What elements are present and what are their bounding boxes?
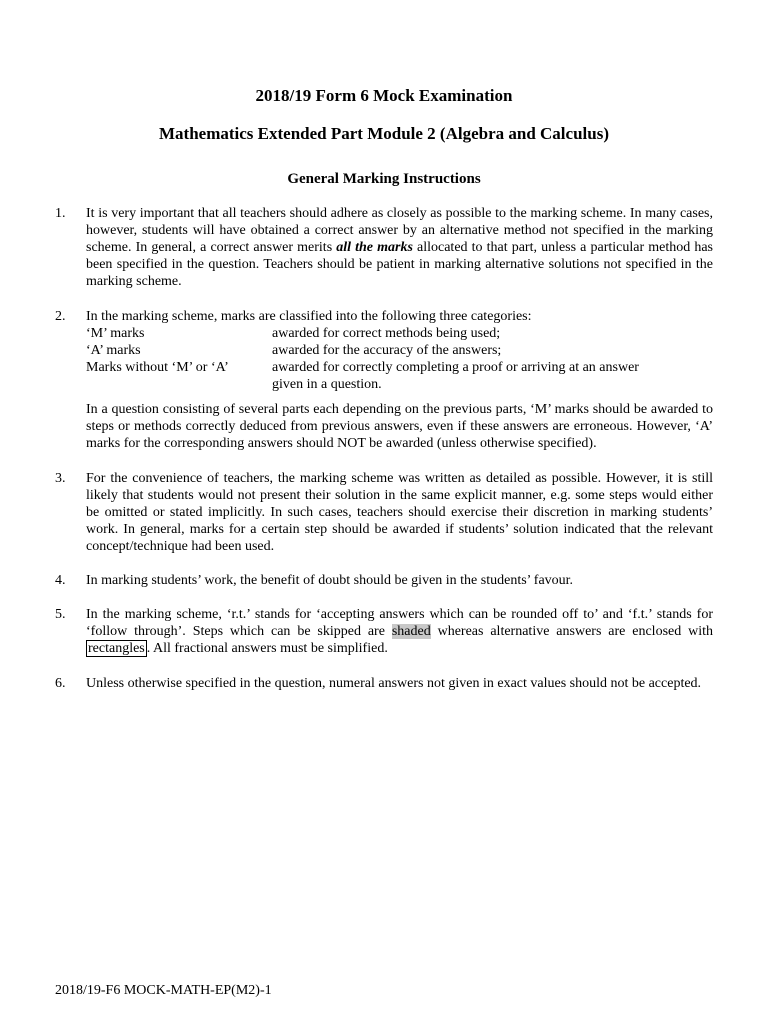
- item-text: whereas alternative answers are enclosed with: [430, 624, 714, 639]
- boxed-example: rectangles: [88, 641, 145, 656]
- mark-category-desc: awarded for correct methods being used;: [272, 326, 501, 341]
- item-text: Unless otherwise specified in the question, numeral answers not given in exact values should not be accepted.: [86, 676, 702, 691]
- mark-category-row: [86, 325, 713, 342]
- mark-category-row: [86, 342, 713, 359]
- item-note-body: [86, 401, 713, 452]
- item-number: 4.: [55, 573, 66, 588]
- instruction-item-2: [55, 308, 713, 452]
- emphasis-text: all the marks: [336, 240, 413, 255]
- item-number: 5.: [55, 607, 66, 622]
- instruction-item-1: [55, 205, 713, 290]
- item-text: It is very important that all teachers should adhere as closely as possible to the marking scheme. In many cases, however, students will have obtained a correct answer by an alternative method not specified in the marking scheme. In general, a correct answer merits: [86, 206, 713, 255]
- mark-category-label: ‘A’ marks: [86, 343, 141, 358]
- mark-category-row: [86, 359, 713, 393]
- mark-categories: [86, 325, 713, 393]
- item-text: For the convenience of teachers, the marking scheme was written as detailed as possible. However, it is still likely that students would not present their solution in the same explicit manner, e.g. some steps would either be omitted or stated implicitly. In such cases, teachers should exercise their discretion in marking students’ work. In general, marks for a certain step should be awarded if students’ solution indicated that the relevant concept/technique had been used.: [86, 471, 713, 554]
- item-number: 3.: [55, 471, 66, 486]
- item-body: [86, 470, 713, 555]
- subject-title: Mathematics Extended Part Module 2 (Algebra and Calculus): [158, 124, 609, 143]
- mark-category-desc: awarded for the accuracy of the answers;: [272, 343, 502, 358]
- mark-category-desc: awarded for correctly completing a proof or arriving at an answer given in a question.: [272, 360, 639, 392]
- item-text: In the marking scheme, ‘r.t.’ stands for ‘accepting answers which can be rounded off to’ and ‘f.t.’ stands for ‘follow through’. Steps which can be skipped are: [86, 607, 713, 639]
- item-number: 6.: [55, 676, 66, 691]
- item-note: In a question consisting of several parts each depending on the previous parts, ‘M’ marks should be awarded to steps or methods correctly deduced from previous answers, even if these answers are erroneous. However, ‘A’ marks for the corresponding answers should NOT be awarded (unless otherwise specified).: [86, 402, 713, 451]
- instruction-item-4: [55, 572, 713, 589]
- item-number: 2.: [55, 309, 66, 324]
- item-text: . All fractional answers must be simplified.: [146, 641, 388, 656]
- page-footer-code: 2018/19-F6 MOCK-MATH-EP(M2)-1: [55, 983, 272, 998]
- item-body: [86, 205, 713, 290]
- item-body: [86, 606, 713, 657]
- item-intro: In the marking scheme, marks are classified into the following three categories:: [86, 309, 532, 324]
- exam-title: 2018/19 Form 6 Mock Examination: [255, 86, 513, 105]
- section-title: General Marking Instructions: [287, 171, 481, 187]
- instruction-item-6: [55, 675, 713, 692]
- item-body: [86, 675, 713, 692]
- item-text: allocated to that part, unless a particular method has been specified in the question. Teachers should be patient in marking alternative solutions not specified in the marking scheme.: [86, 240, 713, 289]
- item-body: [86, 572, 713, 589]
- shaded-example: shaded: [391, 624, 431, 639]
- mark-category-label: ‘M’ marks: [86, 326, 145, 341]
- mark-category-label: Marks without ‘M’ or ‘A’: [86, 360, 229, 375]
- item-text: In marking students’ work, the benefit of doubt should be given in the students’ favour.: [86, 573, 574, 588]
- instruction-item-5: [55, 606, 713, 657]
- item-body: [86, 308, 713, 325]
- item-number: 1.: [55, 206, 66, 221]
- instruction-item-3: [55, 470, 713, 555]
